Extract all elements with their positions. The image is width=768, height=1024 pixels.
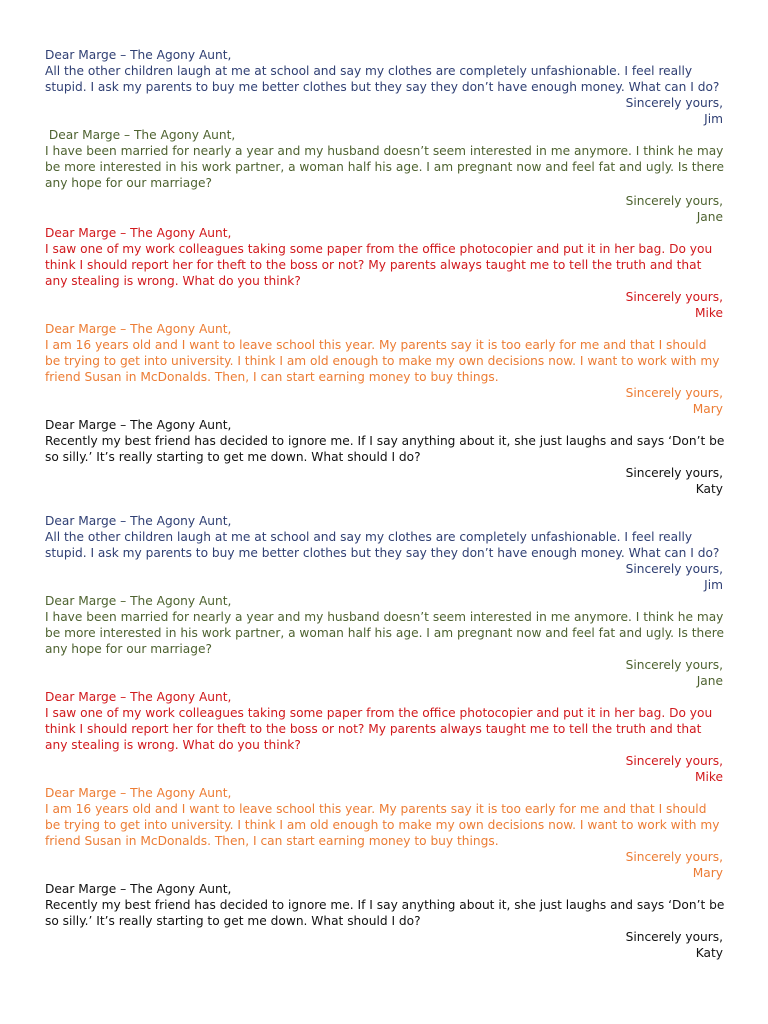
letter-closing: Sincerely yours, [625,96,723,110]
document-page [45,47,725,961]
letter-jane [45,593,725,689]
letter-body: I saw one of my work colleagues taking some paper from the office photocopier and put it in her bag. Do you think I should report her for theft to the boss or not? My parents always taught me to tell the truth and that any stealing is wrong. What do you think? [45,242,713,288]
letter-signature: Mary [692,402,723,416]
letter-closing: Sincerely yours, [625,466,723,480]
letter-signature: Mary [692,866,723,880]
letter-jim [45,47,725,127]
letter-greeting: Dear Marge – The Agony Aunt, [45,594,232,608]
letter-signature: Jim [704,578,723,592]
letter-closing: Sincerely yours, [625,850,723,864]
letter-greeting: Dear Marge – The Agony Aunt, [45,514,232,528]
letter-closing: Sincerely yours, [625,658,723,672]
letter-signature: Jane [696,674,723,688]
letter-body: All the other children laugh at me at school and say my clothes are completely unfashionable. I feel really stupid. I ask my parents to buy me better clothes but they say they don’t have enough money. What can I do? [45,530,720,560]
letter-body: Recently my best friend has decided to ignore me. If I say anything about it, she just laughs and says ‘Don’t be so silly.’ It’s really starting to get me down. What should I do? [45,434,725,464]
letter-body: I have been married for nearly a year and my husband doesn’t seem interested in me anymore. I think he may be more interested in his work partner, a woman half his age. I am pregnant now and feel fat and ugly. Is there any hope for our marriage? [45,144,724,190]
letter-greeting: Dear Marge – The Agony Aunt, [45,786,232,800]
letter-greeting: Dear Marge – The Agony Aunt, [45,48,232,62]
letter-katy [45,417,725,497]
letter-greeting: Dear Marge – The Agony Aunt, [45,226,232,240]
letter-mike [45,689,725,785]
letter-signature: Jane [696,210,723,224]
letter-closing: Sincerely yours, [625,386,723,400]
letter-body: Recently my best friend has decided to ignore me. If I say anything about it, she just laughs and says ‘Don’t be so silly.’ It’s really starting to get me down. What should I do? [45,898,725,928]
letter-mary [45,785,725,881]
letter-signature: Jim [704,112,723,126]
letter-body: All the other children laugh at me at school and say my clothes are completely unfashionable. I feel really stupid. I ask my parents to buy me better clothes but they say they don’t have enough money. What can I do? [45,64,720,94]
letter-body: I am 16 years old and I want to leave school this year. My parents say it is too early for me and that I should be trying to get into university. I think I am old enough to make my own decisions now. I want to work with my friend Susan in McDonalds. Then, I can start earning money to buy things. [45,802,720,848]
letter-body: I am 16 years old and I want to leave school this year. My parents say it is too early for me and that I should be trying to get into university. I think I am old enough to make my own decisions now. I want to work with my friend Susan in McDonalds. Then, I can start earning money to buy things. [45,338,720,384]
letter-jane [45,127,725,225]
letter-signature: Mike [694,306,723,320]
letter-greeting: Dear Marge – The Agony Aunt, [45,128,236,142]
letter-mike [45,225,725,321]
letter-closing: Sincerely yours, [625,754,723,768]
letter-katy [45,881,725,961]
letter-jim [45,513,725,593]
letter-closing: Sincerely yours, [625,930,723,944]
letter-closing: Sincerely yours, [625,562,723,576]
letter-greeting: Dear Marge – The Agony Aunt, [45,322,232,336]
letter-closing: Sincerely yours, [625,290,723,304]
letter-signature: Katy [695,946,723,960]
letter-signature: Mike [694,770,723,784]
letter-greeting: Dear Marge – The Agony Aunt, [45,882,232,896]
letter-body: I have been married for nearly a year and my husband doesn’t seem interested in me anymore. I think he may be more interested in his work partner, a woman half his age. I am pregnant now and feel fat and ugly. Is there any hope for our marriage? [45,610,724,656]
letter-signature: Katy [695,482,723,496]
letter-mary [45,321,725,417]
letter-closing: Sincerely yours, [625,194,723,208]
letter-body: I saw one of my work colleagues taking some paper from the office photocopier and put it in her bag. Do you think I should report her for theft to the boss or not? My parents always taught me to tell the truth and that any stealing is wrong. What do you think? [45,706,713,752]
letter-greeting: Dear Marge – The Agony Aunt, [45,418,232,432]
letter-greeting: Dear Marge – The Agony Aunt, [45,690,232,704]
